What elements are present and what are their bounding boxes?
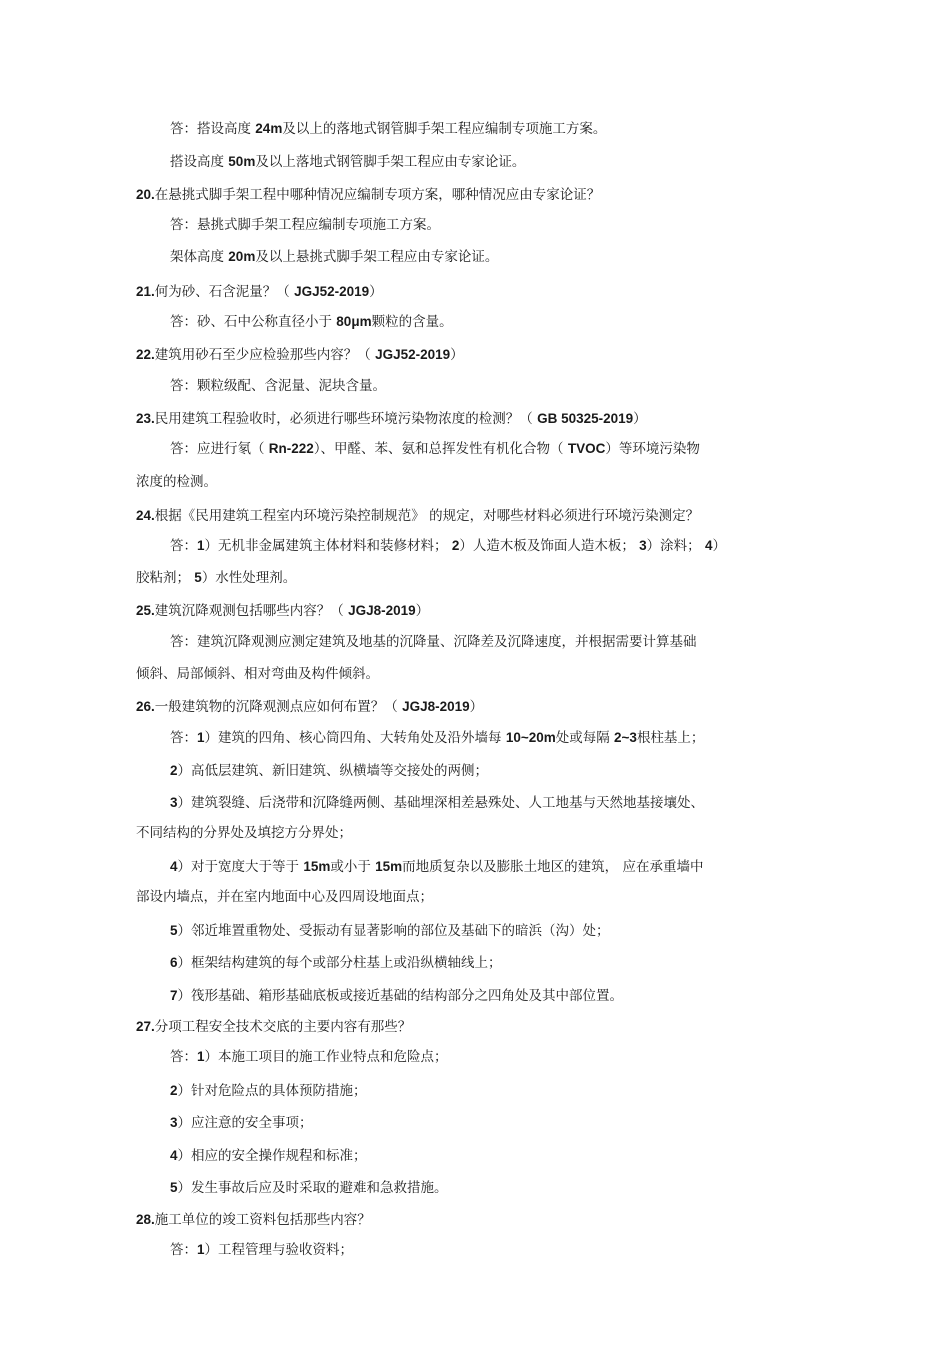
text-span: 答： (170, 1242, 197, 1258)
bold-text: 1 (197, 1242, 205, 1257)
text-line (170, 216, 440, 234)
text-span: 处或每隔 (555, 730, 615, 746)
text-span: 答：搭设高度 (170, 121, 256, 137)
text-span: 答： (170, 538, 197, 554)
bold-text: 15m (375, 859, 403, 874)
text-span: ）涂料； (646, 538, 705, 554)
text-line (170, 794, 704, 812)
text-span: 答：颗粒级配、含泥量、泥块含量。 (170, 378, 386, 394)
bold-text: 1 (197, 1049, 205, 1064)
bold-text: 3 (170, 1115, 178, 1130)
bold-text: 80μm (336, 314, 372, 329)
text-span: 及以上悬挑式脚手架工程应由专家论证。 (255, 249, 499, 265)
text-span: 或小于 (330, 859, 376, 875)
bold-text: 28. (136, 1212, 155, 1227)
text-line (136, 507, 699, 525)
bold-text: JGJ52-2019 (294, 284, 370, 299)
bold-text: 7 (170, 988, 178, 1003)
bold-text: JGJ52-2019 (375, 347, 451, 362)
bold-text: 27. (136, 1019, 155, 1034)
text-span: 及以上落地式钢管脚手架工程应由专家论证。 (255, 154, 526, 170)
text-span: 搭设高度 (170, 154, 229, 170)
text-span: ）建筑的四角、核心筒四角、大转角处及沿外墙每 (204, 730, 506, 746)
bold-text: 4 (170, 1148, 178, 1163)
bold-text: 25. (136, 603, 155, 618)
text-line (170, 1048, 448, 1066)
text-line (170, 858, 703, 876)
text-span: 答：砂、石中公称直径小于 (170, 314, 337, 330)
text-span: 分项工程安全技术交底的主要内容有那些？ (154, 1019, 412, 1035)
text-span: 在悬挑式脚手架工程中哪种情况应编制专项方案，哪种情况应由专家论证？ (154, 187, 601, 203)
text-line (136, 1018, 411, 1036)
text-line (136, 1211, 371, 1229)
bold-text: 4 (704, 538, 713, 553)
bold-text: JGJ8-2019 (402, 699, 470, 714)
text-span: ）高低层建筑、新旧建筑、纵横墙等交接处的两侧； (177, 763, 489, 779)
text-span: ）水性处理剂。 (201, 570, 297, 586)
text-span: 建筑沉降观测包括哪些内容？（ (154, 603, 349, 619)
text-line (170, 1114, 313, 1132)
text-line (170, 633, 697, 651)
text-line (170, 1241, 353, 1259)
text-line (170, 377, 386, 395)
bold-text: 20m (228, 249, 256, 264)
bold-text: 21. (136, 284, 155, 299)
text-line (170, 1082, 367, 1100)
text-line (170, 954, 502, 972)
text-line (136, 665, 379, 683)
bold-text: 1 (197, 538, 205, 553)
text-line (170, 729, 704, 747)
text-span: 架体高度 (170, 249, 229, 265)
text-span: 一般建筑物的沉降观测点应如何布置？（ (154, 699, 403, 715)
text-span: 施工单位的竣工资料包括那些内容？ (154, 1212, 371, 1228)
text-span: 浓度的检测。 (136, 474, 217, 490)
bold-text: 5 (194, 570, 202, 585)
bold-text: 15m (303, 859, 331, 874)
bold-text: 23. (136, 411, 155, 426)
text-line (136, 186, 600, 204)
text-span: 答：悬挑式脚手架工程应编制专项施工方案。 (170, 217, 440, 233)
text-span: 根柱基上； (636, 730, 705, 746)
text-span: 根据《民用建筑工程室内环境污染控制规范》 的规定，对哪些材料必须进行环境污染测定？ (154, 508, 700, 524)
bold-text: 4 (170, 859, 178, 874)
text-span: 答： (170, 730, 197, 746)
text-line (136, 569, 296, 587)
bold-text: 2~3 (614, 730, 637, 745)
text-line (136, 824, 352, 842)
text-line (136, 410, 647, 428)
text-line (170, 762, 488, 780)
text-span: ）工程管理与验收资料； (204, 1242, 354, 1258)
text-span: ）针对危险点的具体预防措施； (177, 1083, 367, 1099)
bold-text: 50m (228, 154, 256, 169)
text-line (136, 283, 383, 301)
text-span: ）、甲醛、苯、氨和总挥发性有机化合物（ (313, 441, 568, 457)
text-line (170, 1147, 367, 1165)
text-span: 答： (170, 1049, 197, 1065)
text-span: 部设内墙点，并在室内地面中心及四周设地面点； (136, 889, 433, 905)
bold-text: 24m (255, 121, 283, 136)
text-span: ）应注意的安全事项； (177, 1115, 313, 1131)
text-span: ）本施工项目的施工作业特点和危险点； (204, 1049, 448, 1065)
text-span: ）筏形基础、箱形基础底板或接近基础的结构部分之四角处及其中部位置。 (177, 988, 624, 1004)
bold-text: JGJ8-2019 (348, 603, 416, 618)
bold-text: GB 50325-2019 (537, 411, 634, 426)
text-span: ）邻近堆置重物处、受振动有显著影响的部位及基础下的暗浜（沟）处； (177, 923, 610, 939)
text-line (136, 698, 483, 716)
text-line (170, 987, 623, 1005)
text-line (170, 313, 453, 331)
text-line (136, 346, 464, 364)
bold-text: 6 (170, 955, 178, 970)
bold-text: Rn-222 (268, 441, 314, 456)
bold-text: 20. (136, 187, 155, 202)
text-line (170, 248, 498, 266)
text-span: ）对于宽度大于等于 (177, 859, 304, 875)
text-line (136, 473, 217, 491)
text-span: ）框架结构建筑的每个或部分柱基上或沿纵横轴线上； (177, 955, 502, 971)
text-span: 胶粘剂； (136, 570, 195, 586)
text-span: 颗粒的含量。 (371, 314, 453, 330)
text-line (170, 440, 700, 458)
bold-text: 22. (136, 347, 155, 362)
text-span: 建筑用砂石至少应检验那些内容？（ (154, 347, 376, 363)
text-line (170, 537, 726, 555)
text-span: ）发生事故后应及时采取的避难和急救措施。 (177, 1180, 448, 1196)
text-span: ） (469, 699, 484, 715)
bold-text: 2 (170, 763, 178, 778)
text-line (170, 120, 606, 138)
text-span: ）无机非金属建筑主体材料和装修材料； (204, 538, 452, 554)
text-line (170, 1179, 448, 1197)
bold-text: 3 (170, 795, 178, 810)
bold-text: 5 (170, 923, 178, 938)
text-span: ）等环境污染物 (605, 441, 700, 457)
bold-text: 5 (170, 1180, 178, 1195)
text-span: ）建筑裂缝、后浇带和沉降缝两侧、基础埋深相差悬殊处、人工地基与天然地基接壤处、 (177, 795, 705, 811)
text-span: 答：应进行氡（ (170, 441, 269, 457)
text-span: ） (369, 284, 383, 300)
text-span: 而地质复杂以及膨胀土地区的建筑， 应在承重墙中 (402, 859, 704, 875)
bold-text: 3 (639, 538, 647, 553)
bold-text: 2 (451, 538, 460, 553)
text-span: ） (712, 538, 726, 554)
text-span: ） (450, 347, 464, 363)
text-line (136, 602, 429, 620)
text-line (170, 922, 610, 940)
text-span: ） (415, 603, 430, 619)
bold-text: 24. (136, 508, 155, 523)
text-span: 答：建筑沉降观测应测定建筑及地基的沉降量、沉降差及沉降速度，并根据需要计算基础 (170, 634, 697, 650)
text-span: 何为砂、石含泥量？（ (154, 284, 295, 300)
bold-text: 26. (136, 699, 155, 714)
text-line (136, 888, 433, 906)
text-span: 不同结构的分界处及填挖方分界处； (136, 825, 352, 841)
bold-text: TVOC (567, 441, 606, 456)
text-span: ） (633, 411, 647, 427)
text-span: 及以上的落地式钢管脚手架工程应编制专项施工方案。 (282, 121, 607, 137)
bold-text: 1 (197, 730, 205, 745)
text-span: ）相应的安全操作规程和标准； (177, 1148, 367, 1164)
text-span: ）人造木板及饰面人造木板； (459, 538, 640, 554)
bold-text: 2 (170, 1083, 178, 1098)
text-span: 民用建筑工程验收时，必须进行哪些环境污染物浓度的检测？（ (154, 411, 538, 427)
bold-text: 10~20m (505, 730, 556, 745)
text-line (170, 153, 525, 171)
text-span: 倾斜、局部倾斜、相对弯曲及构件倾斜。 (136, 666, 379, 682)
